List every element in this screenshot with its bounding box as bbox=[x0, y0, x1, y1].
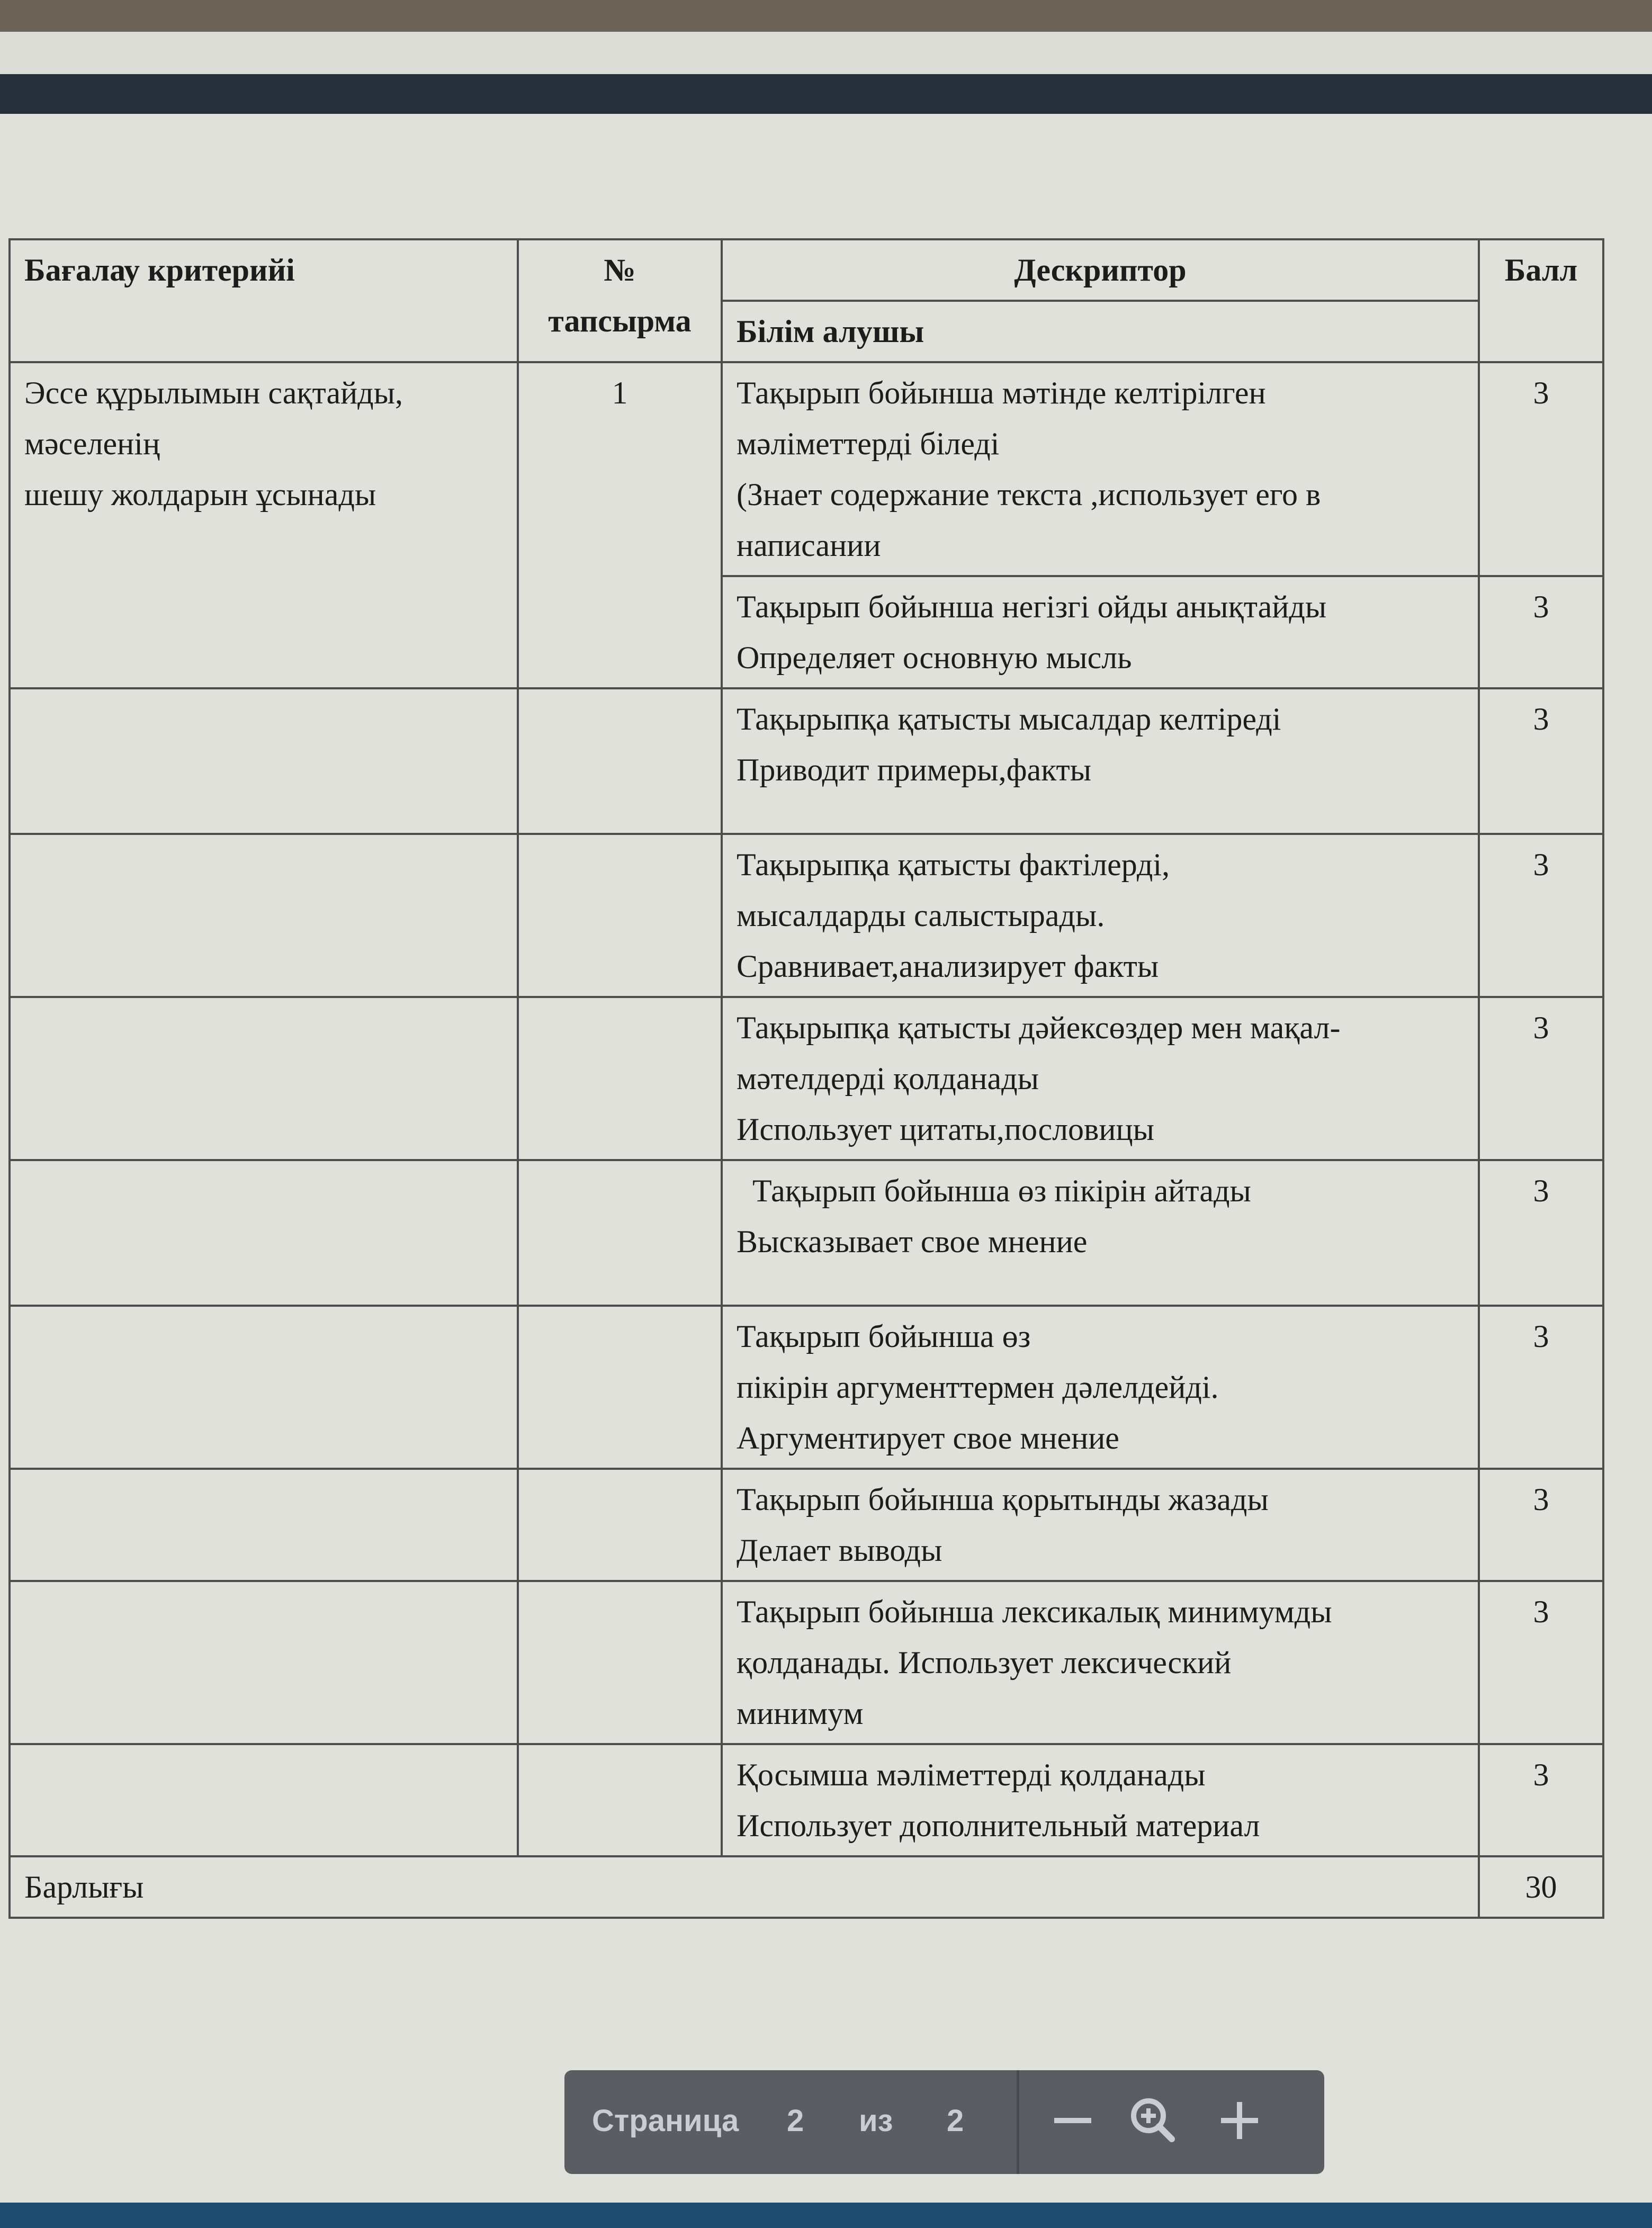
criterion-line: Эссе құрылымын сақтайды, bbox=[24, 375, 403, 410]
descriptor-cell bbox=[722, 1581, 1479, 1744]
descriptor-line: Аргументирует свое мнение bbox=[737, 1421, 1119, 1456]
total-score: 30 bbox=[1479, 1856, 1603, 1918]
score-cell: 3 bbox=[1479, 1306, 1603, 1469]
descriptor-line: Сравнивает,анализирует факты bbox=[737, 949, 1159, 984]
descriptor-line: минимум bbox=[737, 1696, 864, 1731]
task-number-cell bbox=[518, 688, 722, 834]
task-number-header-line1: № bbox=[604, 253, 636, 288]
total-label: Барлығы bbox=[10, 1856, 1479, 1918]
criterion-line: мәселенің bbox=[24, 426, 160, 461]
of-label: из bbox=[859, 2104, 893, 2138]
plus-icon[interactable] bbox=[1210, 2091, 1269, 2150]
criterion-cell bbox=[10, 997, 518, 1160]
criterion-cell bbox=[10, 1160, 518, 1306]
descriptor-line: қолданады. Использует лексический bbox=[737, 1645, 1232, 1680]
descriptor-line: Приводит примеры,факты bbox=[737, 752, 1092, 787]
os-taskbar bbox=[0, 2203, 1652, 2228]
criterion-cell bbox=[10, 834, 518, 997]
task-number-cell bbox=[518, 1306, 722, 1469]
descriptor-cell bbox=[722, 576, 1479, 688]
table-row bbox=[10, 362, 1603, 576]
criterion-cell bbox=[10, 1469, 518, 1581]
score-cell: 3 bbox=[1479, 1744, 1603, 1856]
header-row bbox=[10, 239, 1603, 301]
score-cell: 3 bbox=[1479, 688, 1603, 834]
magnifier-plus-icon[interactable] bbox=[1123, 2091, 1181, 2150]
table-row bbox=[10, 688, 1603, 834]
descriptor-line: Қосымша мәліметтерді қолданады bbox=[737, 1757, 1206, 1792]
descriptor-line: мысалдарды салыстырады. bbox=[737, 898, 1105, 933]
descriptor-cell bbox=[722, 997, 1479, 1160]
task-number-cell: 1 bbox=[518, 362, 722, 688]
task-number-cell bbox=[518, 834, 722, 997]
descriptor-line: Тақырыпқа қатысты дәйексөздер мен мақал- bbox=[737, 1010, 1341, 1045]
table-row bbox=[10, 1469, 1603, 1581]
descriptor-cell bbox=[722, 362, 1479, 576]
descriptor-line: Определяет основную мысль bbox=[737, 640, 1132, 675]
table-row bbox=[10, 997, 1603, 1160]
score-cell: 3 bbox=[1479, 576, 1603, 688]
page-navigation-toolbar bbox=[564, 2070, 1324, 2174]
criterion-line: шешу жолдарын ұсынады bbox=[24, 477, 376, 512]
table-row bbox=[10, 834, 1603, 997]
score-cell: 3 bbox=[1479, 1160, 1603, 1306]
score-cell: 3 bbox=[1479, 1469, 1603, 1581]
criteria-header: Бағалау критерийі bbox=[10, 239, 518, 362]
task-number-cell bbox=[518, 1160, 722, 1306]
descriptor-cell bbox=[722, 1306, 1479, 1469]
criterion-cell bbox=[10, 362, 518, 688]
descriptor-line: Высказывает свое мнение bbox=[737, 1224, 1088, 1259]
descriptor-line: Тақырып бойынша өз bbox=[737, 1319, 1031, 1354]
descriptor-line: Тақырып бойынша өз пікірін айтады bbox=[737, 1173, 1251, 1208]
toolbar-divider bbox=[1017, 2070, 1019, 2174]
student-header: Білім алушы bbox=[722, 301, 1479, 362]
table-row bbox=[10, 1306, 1603, 1469]
descriptor-line: Тақырып бойынша қорытынды жазады bbox=[737, 1482, 1269, 1517]
criterion-cell bbox=[10, 1744, 518, 1856]
table-row bbox=[10, 1160, 1603, 1306]
descriptor-line: Тақырып бойынша лексикалық минимумды bbox=[737, 1594, 1332, 1629]
task-number-header bbox=[518, 239, 722, 362]
score-cell: 3 bbox=[1479, 997, 1603, 1160]
criterion-cell bbox=[10, 1306, 518, 1469]
descriptor-line: Делает выводы bbox=[737, 1533, 942, 1568]
task-number-cell bbox=[518, 1469, 722, 1581]
descriptor-line: (Знает содержание текста ,использует его в bbox=[737, 477, 1321, 512]
descriptor-header: Дескриптор bbox=[722, 239, 1479, 301]
descriptor-cell bbox=[722, 1744, 1479, 1856]
score-cell: 3 bbox=[1479, 834, 1603, 997]
page-label: Страница bbox=[592, 2104, 739, 2138]
descriptor-line: написании bbox=[737, 528, 881, 563]
descriptor-line: Использует дополнительный материал bbox=[737, 1808, 1260, 1843]
total-pages: 2 bbox=[947, 2104, 964, 2138]
task-number-header-line2: тапсырма bbox=[548, 303, 692, 338]
task-number-cell bbox=[518, 1744, 722, 1856]
score-cell: 3 bbox=[1479, 1581, 1603, 1744]
descriptor-line: пікірін аргументтермен дәлелдейді. bbox=[737, 1370, 1219, 1405]
current-page-input[interactable]: 2 bbox=[787, 2104, 804, 2138]
descriptor-line: Тақырып бойынша негізгі ойды анықтайды bbox=[737, 589, 1327, 624]
descriptor-line: Использует цитаты,пословицы bbox=[737, 1112, 1154, 1147]
descriptor-cell bbox=[722, 688, 1479, 834]
monitor-bezel bbox=[0, 0, 1652, 32]
score-cell: 3 bbox=[1479, 362, 1603, 576]
viewer-top-bar bbox=[0, 74, 1652, 114]
descriptor-cell bbox=[722, 1469, 1479, 1581]
task-number-cell bbox=[518, 997, 722, 1160]
assessment-table bbox=[8, 238, 1604, 1919]
descriptor-line: мәтелдерді қолданады bbox=[737, 1061, 1039, 1096]
total-row bbox=[10, 1856, 1603, 1918]
descriptor-line: Тақырып бойынша мәтінде келтірілген bbox=[737, 375, 1266, 410]
descriptor-line: мәліметтерді біледі bbox=[737, 426, 1000, 461]
descriptor-line: Тақырыпқа қатысты фактілерді, bbox=[737, 847, 1170, 882]
table-row bbox=[10, 1744, 1603, 1856]
minus-icon[interactable] bbox=[1044, 2091, 1102, 2150]
descriptor-cell bbox=[722, 834, 1479, 997]
score-header: Балл bbox=[1479, 239, 1603, 362]
descriptor-line: Тақырыпқа қатысты мысалдар келтіреді bbox=[737, 702, 1281, 736]
table-row bbox=[10, 1581, 1603, 1744]
criterion-cell bbox=[10, 688, 518, 834]
task-number-cell bbox=[518, 1581, 722, 1744]
descriptor-cell bbox=[722, 1160, 1479, 1306]
criterion-cell bbox=[10, 1581, 518, 1744]
